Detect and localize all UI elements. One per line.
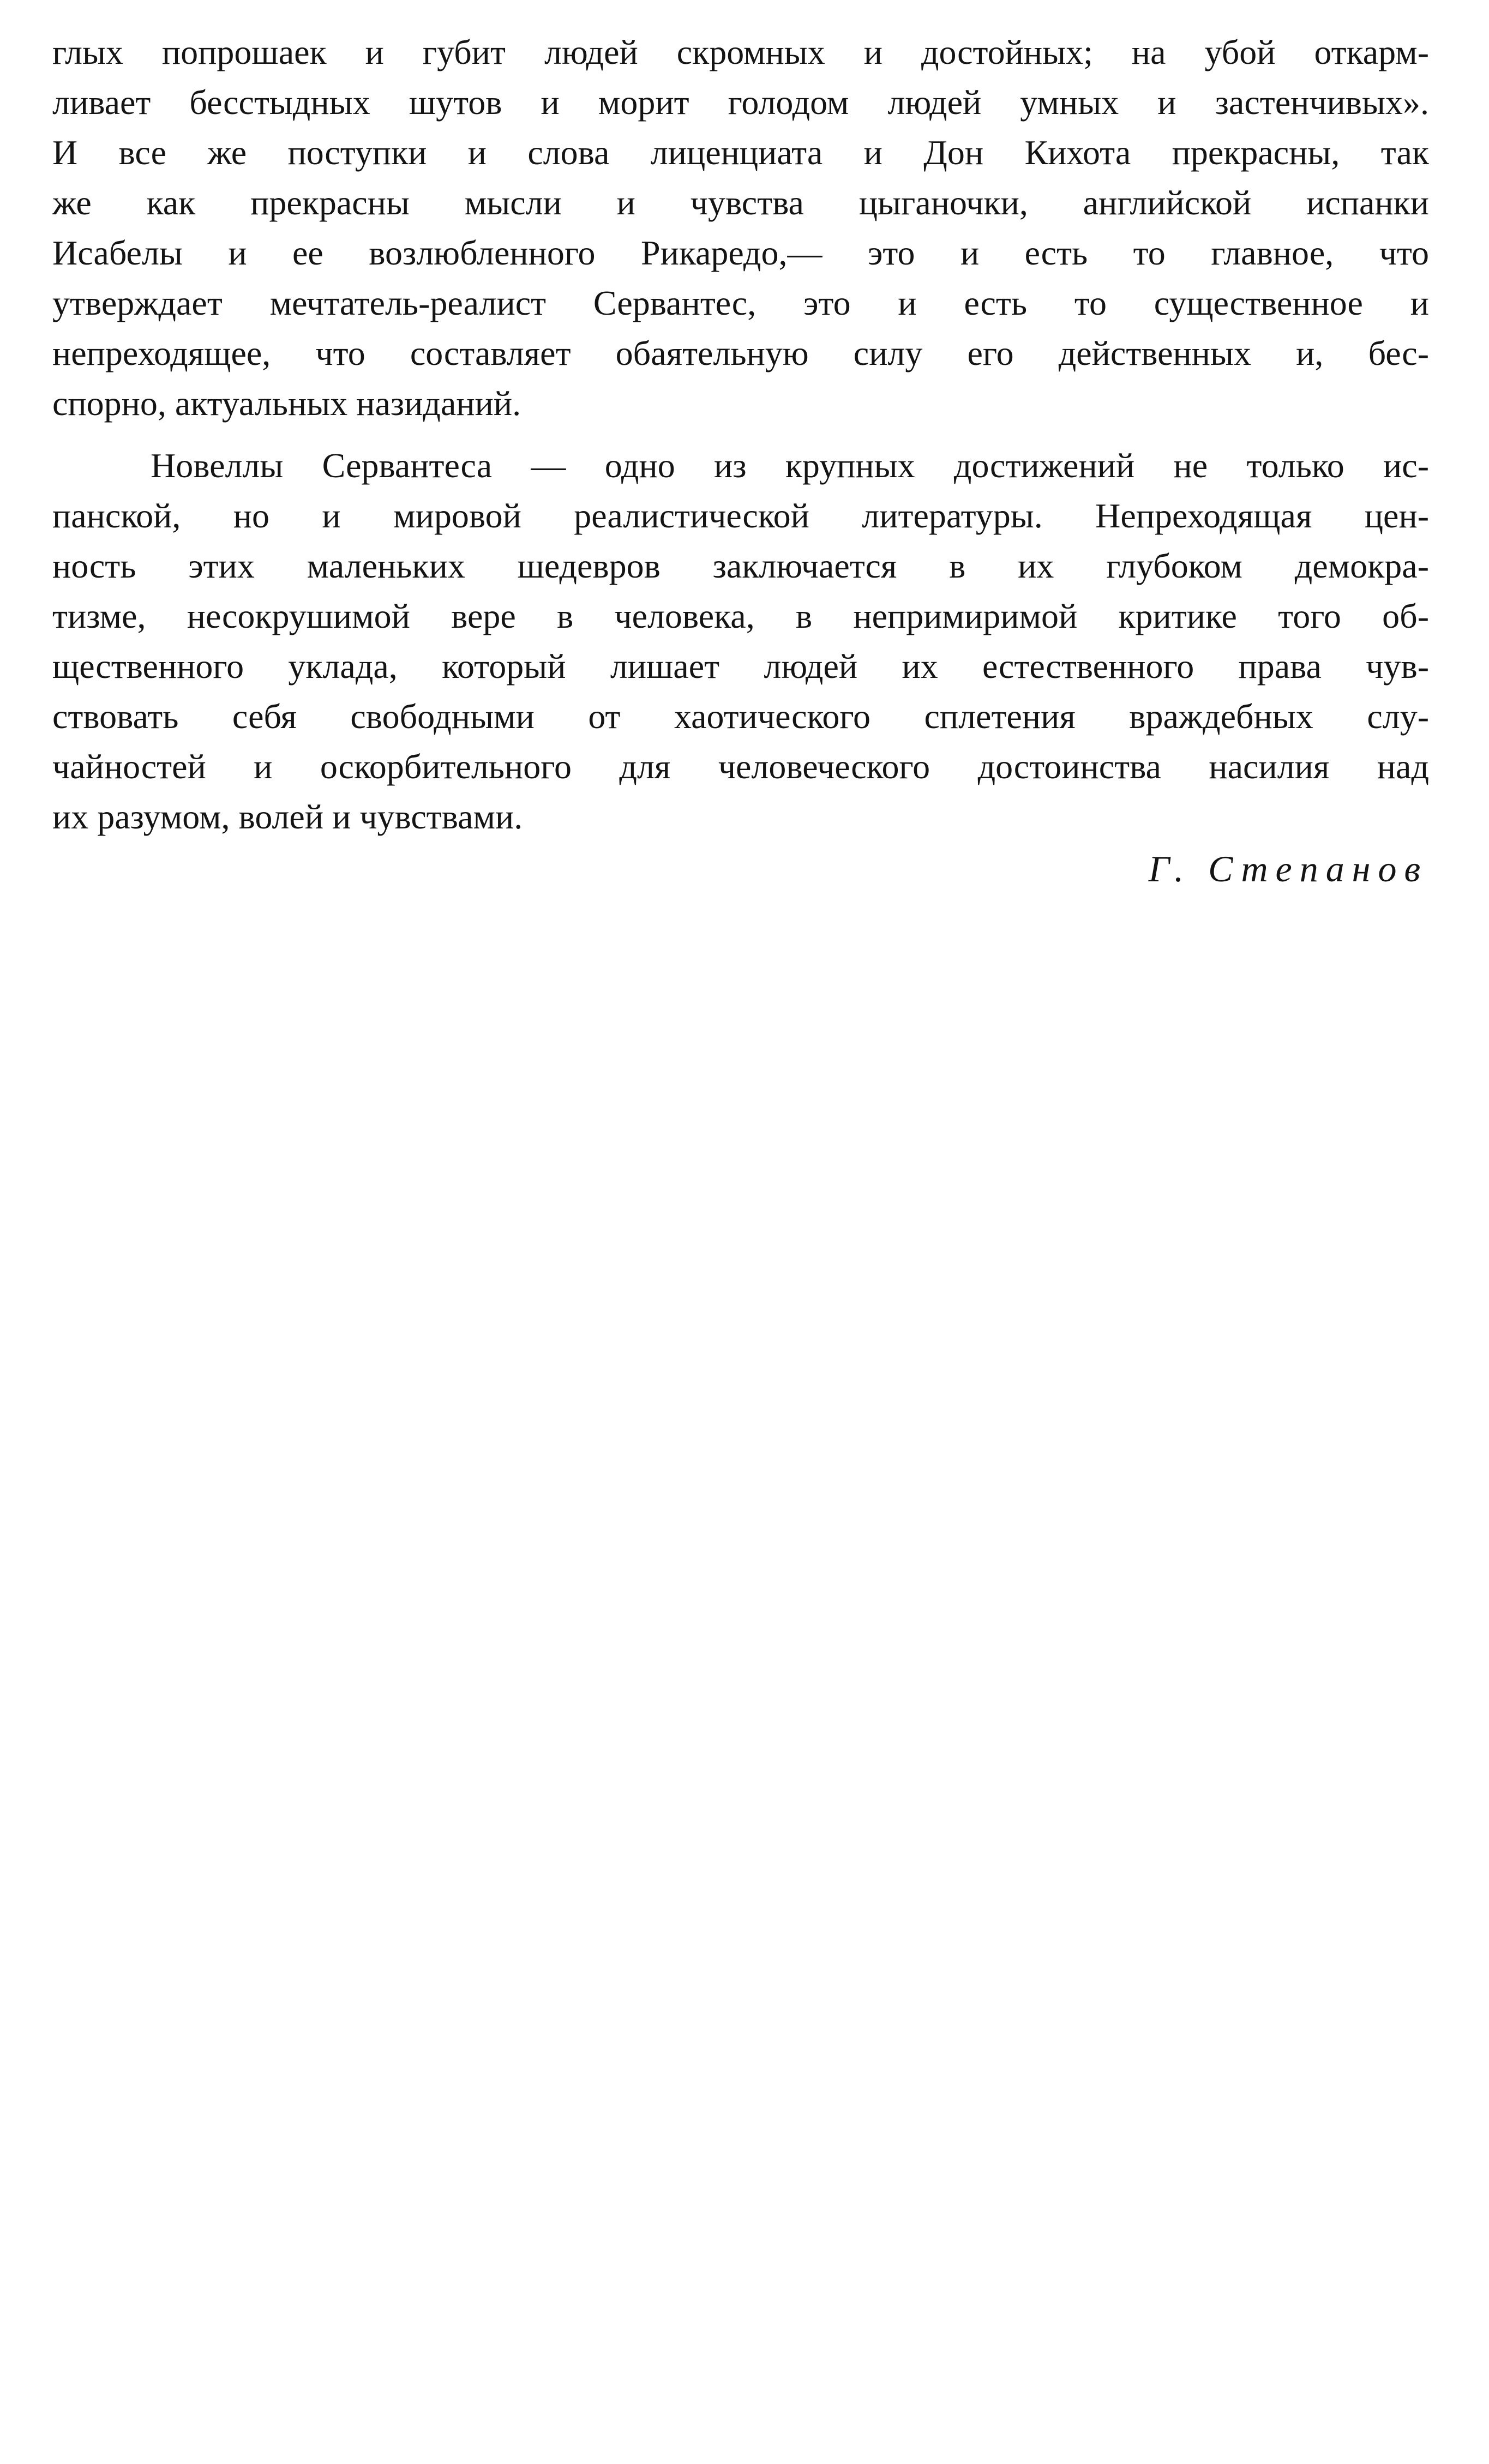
text-line: щественного уклада, который лишает людей их естественного права чув-	[52, 647, 1429, 686]
text-line: ность этих маленьких шедевров заключается в их глубоком демокра-	[52, 546, 1429, 585]
text-line: непреходящее, что составляет обаятельную силу его действенных и, бес-	[52, 334, 1429, 372]
text-line: чайностей и оскорбительного для человеческого достоинства насилия над	[52, 747, 1429, 786]
text-line: тизме, несокрушимой вере в человека, в непримиримой критике того об-	[52, 597, 1429, 635]
author-signature: Г. Степанов	[1148, 848, 1428, 890]
text-line: панской, но и мировой реалистической литературы. Непреходящая цен-	[52, 496, 1429, 535]
paragraph-gap	[52, 429, 1429, 441]
text-line: ствовать себя свободными от хаотического сплетения враждебных слу-	[52, 697, 1429, 736]
text-line: ливает бесстыдных шутов и морит голодом людей умных и застенчивых».	[52, 83, 1429, 122]
text-line: утверждает мечтатель-реалист Сервантес, это и есть то существенное и	[52, 284, 1429, 322]
text-line: Исабелы и ее возлюбленного Рикаредо,— это и есть то главное, что	[52, 233, 1429, 272]
paragraph-2	[52, 441, 1429, 842]
text-line: Новеллы Сервантеса — одно из крупных достижений не только ис-	[151, 446, 1429, 485]
paragraph-1	[52, 27, 1429, 429]
text-line: же как прекрасны мысли и чувства цыганочки, английской испанки	[52, 183, 1429, 222]
body-text	[52, 27, 1429, 842]
text-line: глых попрошаек и губит людей скромных и достойных; на убой откарм-	[52, 33, 1429, 71]
text-line: спорно, актуальных назиданий.	[52, 384, 521, 423]
text-line: их разумом, волей и чувствами.	[52, 797, 523, 836]
text-line: И все же поступки и слова лиценциата и Дон Кихота прекрасны, так	[52, 133, 1429, 172]
